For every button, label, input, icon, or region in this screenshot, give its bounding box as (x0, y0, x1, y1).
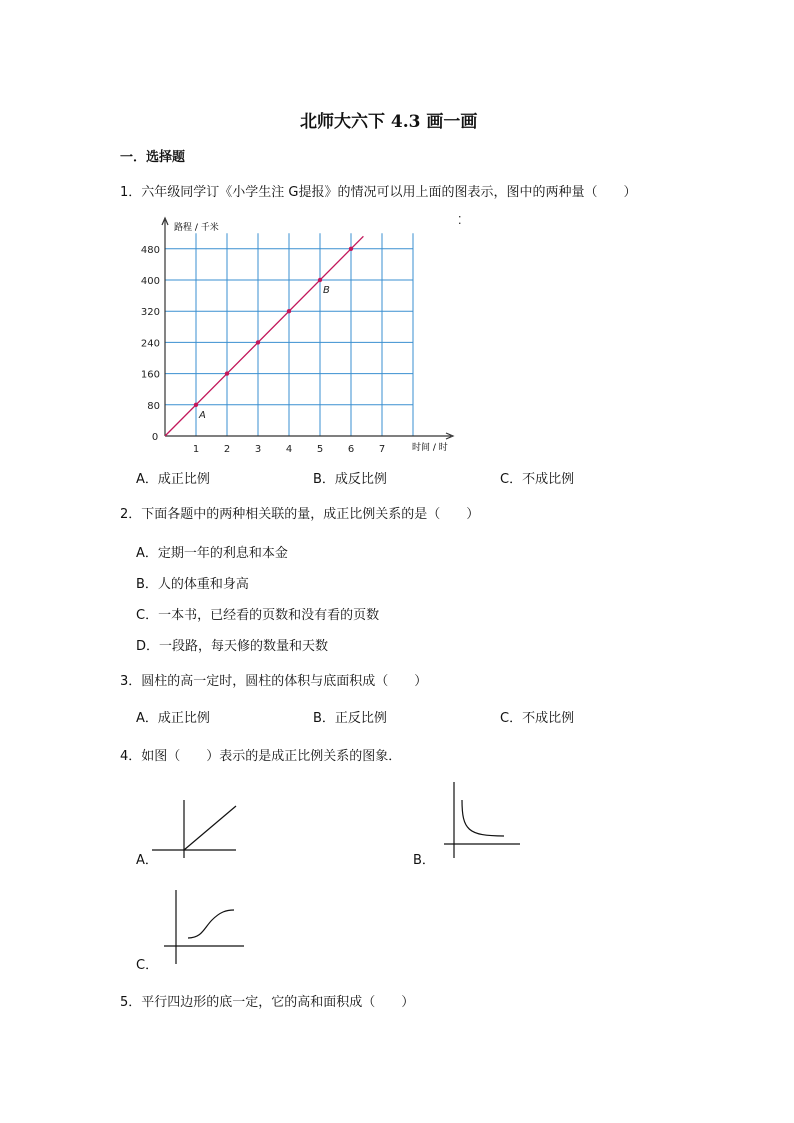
point-label: B (323, 285, 330, 296)
q3-option-c[interactable]: C．不成比例 (500, 711, 575, 726)
distance-time-chart (140, 210, 470, 460)
question-2-text: 2．下面各题中的两种相关联的量，成正比例关系的是（ ） (120, 507, 480, 522)
q4-option-c[interactable]: C． (136, 958, 159, 973)
data-point (194, 403, 198, 407)
question-3-text: 3．圆柱的高一定时，圆柱的体积与底面积成（ ） (120, 674, 428, 689)
q4-option-a[interactable]: A． (136, 853, 158, 868)
y-tick-label: 80 (147, 400, 160, 412)
x-tick-label: 7 (378, 444, 386, 455)
page-title: 北师大六下 4.3 画一画 (300, 112, 478, 132)
data-point (225, 371, 229, 375)
section-heading: 一．选择题 (120, 150, 186, 165)
q4-graph-a[interactable] (152, 798, 242, 860)
q2-option-b[interactable]: B．人的体重和身高 (136, 577, 249, 592)
x-tick-label: 0 (151, 432, 159, 443)
q1-option-c[interactable]: C．不成比例 (500, 472, 575, 487)
q4-option-b[interactable]: B． (413, 853, 435, 868)
data-point (318, 278, 322, 282)
point-label: A (199, 409, 206, 421)
q4-graph-c[interactable] (162, 888, 248, 966)
q2-option-d[interactable]: D．一段路，每天修的数量和天数 (136, 639, 329, 654)
question-5-text: 5．平行四边形的底一定，它的高和面积成（ ） (120, 995, 415, 1010)
x-tick-label: 6 (347, 444, 355, 455)
x-tick-label: 5 (316, 444, 324, 455)
x-tick-label: 2 (223, 444, 231, 455)
q3-option-b[interactable]: B．正反比例 (313, 711, 387, 726)
chart-axes (162, 218, 453, 439)
x-axis-label: 时间 / 时 (412, 443, 448, 453)
question-1-text: 1．六年级同学订《小学生注 G提报》的情况可以用上面的图表示，图中的两种量（ ） (120, 185, 637, 200)
data-point (349, 247, 353, 251)
q3-option-a[interactable]: A．成正比例 (136, 711, 210, 726)
chart-grid (165, 233, 413, 436)
y-tick-label: 480 (140, 244, 160, 256)
y-tick-label: 240 (140, 338, 160, 350)
question-4-text: 4．如图（ ）表示的是成正比例关系的图象． (120, 749, 402, 764)
data-point (256, 340, 260, 344)
x-tick-label: 3 (254, 444, 262, 455)
x-tick-label: 1 (192, 444, 200, 455)
y-tick-label: 400 (140, 276, 160, 287)
q1-option-a[interactable]: A．成正比例 (136, 472, 210, 487)
x-tick-label: 4 (285, 444, 293, 455)
data-point (287, 309, 291, 313)
q1-option-b[interactable]: B．成反比例 (313, 472, 387, 487)
y-tick-label: 320 (140, 307, 160, 319)
stray-mark: ⁚ (458, 214, 462, 227)
y-axis-label: 路程 / 千米 (174, 223, 219, 233)
y-tick-label: 160 (140, 369, 160, 381)
q2-option-a[interactable]: A．定期一年的利息和本金 (136, 546, 288, 561)
q2-option-c[interactable]: C．一本书，已经看的页数和没有看的页数 (136, 608, 380, 623)
chart-points (194, 247, 353, 421)
q4-graph-b[interactable] (432, 780, 524, 860)
